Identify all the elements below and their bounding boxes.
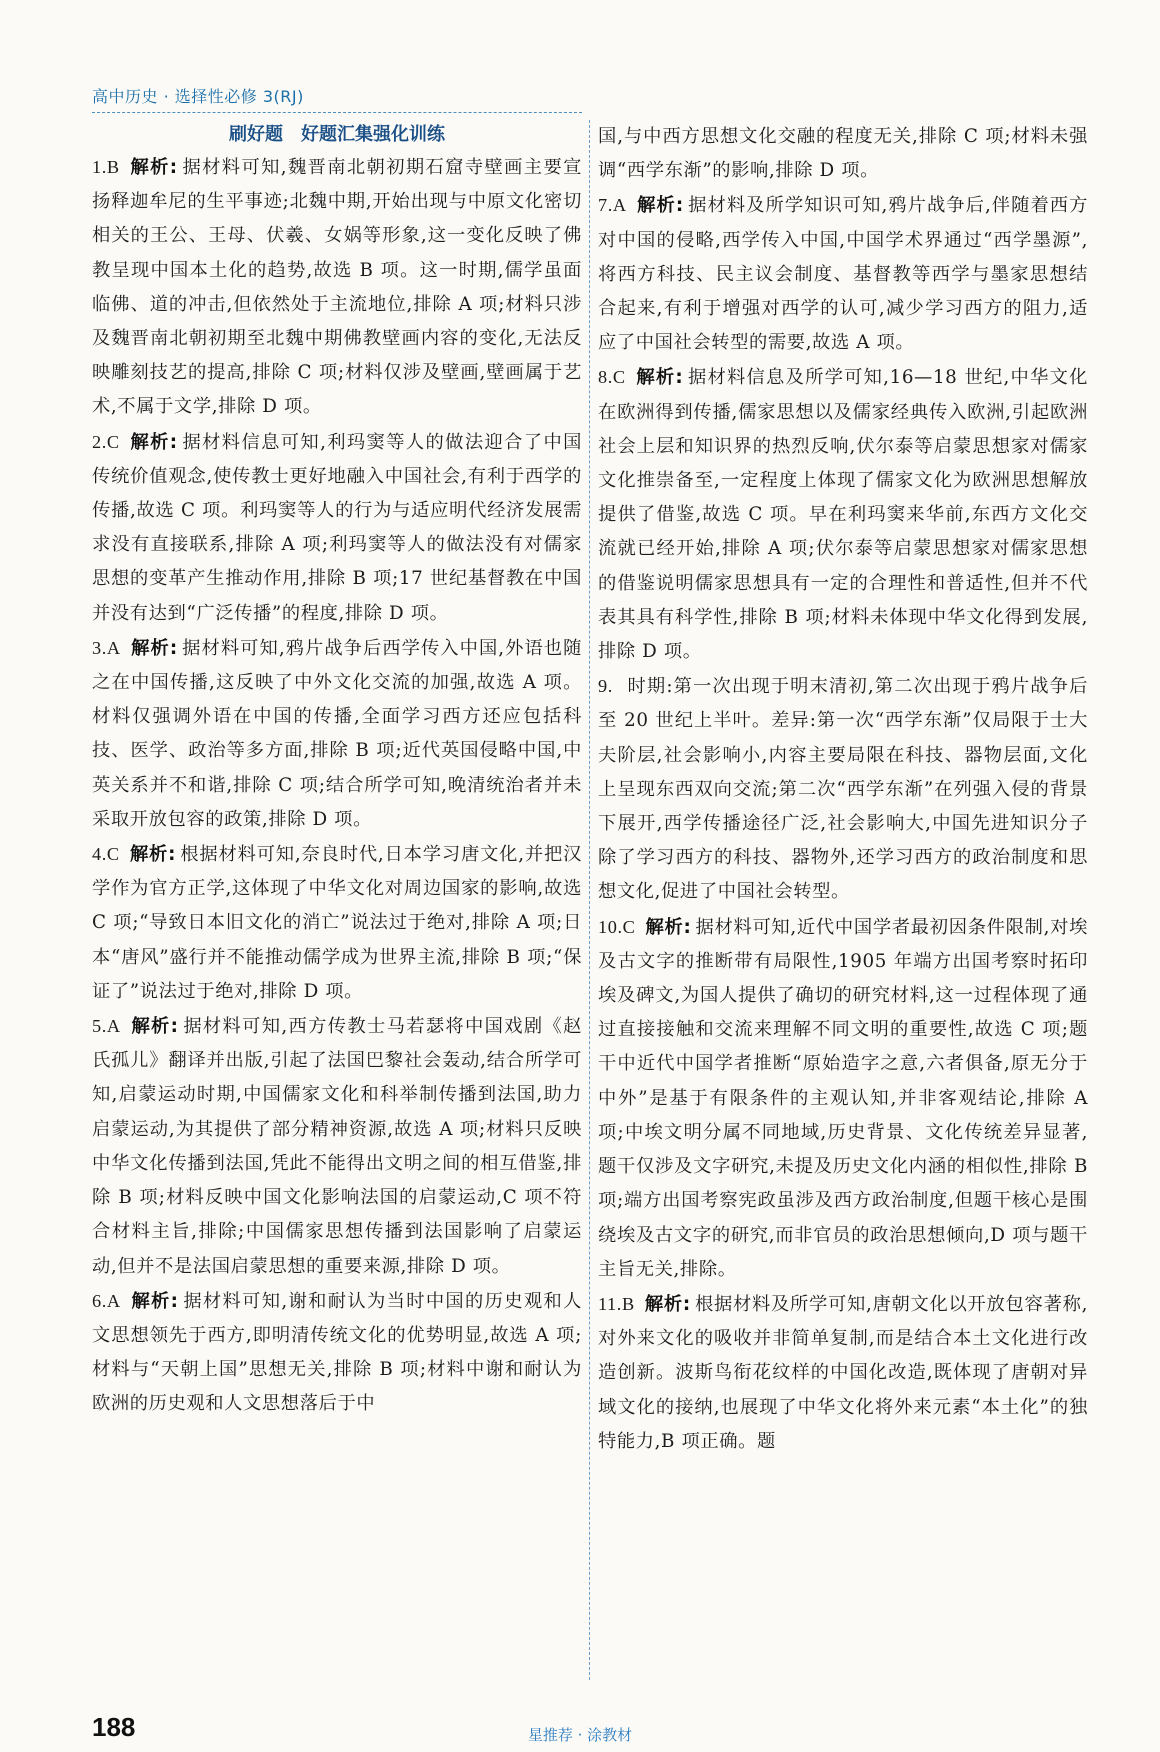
left-column bbox=[92, 150, 582, 1670]
right-column bbox=[598, 120, 1088, 1680]
answer-item: 5.A 解析: 据材料可知,西方传教士马若瑟将中国戏剧《赵氏孤儿》翻译并出版,引起了法国巴黎社会轰动,结合所学可知,启蒙运动时期,中国儒家文化和科举制传播到法国,助力启蒙运动,为其提供了部分精神资源,故选 A 项;材料只反映中华文化传播到法国,凭此不能得出文明之间的相互借鉴,排除 B 项;材料反映中国文化影响法国的启蒙运动,C 项不符合材料主旨,排除;中国儒家思想传播到法国影响了启蒙运动,但并不是法国启蒙思想的重要来源,排除 D 项。 bbox=[92, 1016, 582, 1277]
answer-item: 8.C 解析: 据材料信息及所学可知,16—18 世纪,中华文化在欧洲得到传播,儒家思想以及儒家经典传入欧洲,引起欧洲社会上层和知识界的热烈反响,伏尔泰等启蒙思想家对儒家文化推崇备至,一定程度上体现了儒家文化为欧洲思想解放提供了借鉴,故选 C 项。早在利玛窦来华前,东西方文化交流就已经开始,排除 A 项;伏尔泰等启蒙思想家对儒家思想的借鉴说明儒家思想具有一定的合理性和普适性,但并不代表其具有科学性,排除 B 项;材料未体现中华文化得到发展,排除 D 项。 bbox=[598, 367, 1088, 663]
answer-item: 11.B 解析: 根据材料及所学可知,唐朝文化以开放包容著称,对外来文化的吸收并非简单复制,而是结合本土文化进行改造创新。波斯鸟衔花纹样的中国化改造,既体现了唐朝对异域文化的接纳,也展现了中华文化将外来元素“本土化”的独特能力,B 项正确。题 bbox=[598, 1293, 1088, 1452]
series-header: 高中历史 · 选择性必修 3(RJ) bbox=[92, 87, 304, 106]
section-title: 刷好题 好题汇集强化训练 bbox=[229, 124, 445, 145]
answer-item: 4.C 解析: 根据材料可知,奈良时代,日本学习唐文化,并把汉学作为官方正学,这体现了中华文化对周边国家的影响,故选 C 项;“导致日本旧文化的消亡”说法过于绝对,排除 A 项;日本“唐风”盛行并不能推动儒学成为世界主流,排除 B 项;“保证了”说法过于绝对,排除 D 项。 bbox=[92, 844, 582, 1002]
answer-item: 7.A 解析: 据材料及所学知识可知,鸦片战争后,伴随着西方对中国的侵略,西学传入中国,中国学术界通过“西学墨源”,将西方科技、民主议会制度、基督教等西学与墨家思想结合起来,有利于增强对西学的认可,减少学习西方的阻力,适应了中国社会转型的需要,故选 A 项。 bbox=[598, 195, 1088, 354]
page-number: 188 bbox=[92, 1712, 136, 1742]
answer-item: 10.C 解析: 据材料可知,近代中国学者最初因条件限制,对埃及古文字的推断带有局限性,1905 年端方出国考察时拓印埃及碑文,为国人提供了确切的研究材料,这一过程体现了通过直接接触和交流来理解不同文明的重要性,故选 C 项;题干中近代中国学者推断“原始造字之意,六者俱备,原无分于中外”是基于有限条件的主观认知,并非客观结论,排除 A 项;中埃文明分属不同地域,历史背景、文化传统差异显著,题干仅涉及文字研究,未提及历史文化内涵的相似性,排除 B 项;端方出国考察宪政虽涉及西方政治制度,但题干核心是围绕埃及古文字的研究,而非官员的政治思想倾向,D 项与题干主旨无关,排除。 bbox=[598, 916, 1088, 1280]
header-divider bbox=[92, 112, 582, 114]
answer-item: 9. 时期:第一次出现于明末清初,第二次出现于鸦片战争后至 20 世纪上半叶。差异:第一次“西学东渐”仅局限于士大夫阶层,社会影响小,内容主要局限在科技、器物层面,文化上呈现东西双向交流;第二次“西学东渐”在列强入侵的背景下展开,西学传播途径广泛,社会影响大,中国先进知识分子除了学习西方的科技、器物外,还学习西方的政治制度和思想文化,促进了中国社会转型。 bbox=[598, 676, 1088, 903]
continued-text: 国,与中西方思想文化交融的程度无关,排除 C 项;材料未强调“西学东渐”的影响,排除 D 项。 bbox=[598, 126, 1088, 182]
answer-item: 1.B 解析: 据材料可知,魏晋南北朝初期石窟寺壁画主要宣扬释迦牟尼的生平事迹;北魏中期,开始出现与中原文化密切相关的王公、王母、伏羲、女娲等形象,这一变化反映了佛教呈现中国本土化的趋势,故选 B 项。这一时期,儒学虽面临佛、道的冲击,但依然处于主流地位,排除 A 项;材料只涉及魏晋南北朝初期至北魏中期佛教壁画内容的变化,无法反映雕刻技艺的提高,排除 C 项;材料仅涉及壁画,壁画属于艺术,不属于文学,排除 D 项。 bbox=[92, 157, 582, 418]
answer-item: 2.C 解析: 据材料信息可知,利玛窦等人的做法迎合了中国传统价值观念,使传教士更好地融入中国社会,有利于西学的传播,故选 C 项。利玛窦等人的行为与适应明代经济发展需求没有直接联系,排除 A 项;利玛窦等人的做法没有对儒家思想的变革产生推动作用,排除 B 项;17 世纪基督教在中国并没有达到“广泛传播”的程度,排除 D 项。 bbox=[92, 431, 582, 624]
answer-item: 3.A 解析: 据材料可知,鸦片战争后西学传入中国,外语也随之在中国传播,这反映了中外文化交流的加强,故选 A 项。材料仅强调外语在中国的传播,全面学习西方还应包括科技、医学、政治等多方面,排除 B 项;近代英国侵略中国,中英关系并不和谐,排除 C 项;结合所学可知,晚清统治者并未采取开放包容的政策,排除 D 项。 bbox=[92, 637, 582, 830]
column-divider bbox=[589, 120, 591, 1680]
answer-item: 6.A 解析: 据材料可知,谢和耐认为当时中国的历史观和人文思想领先于西方,即明清传统文化的优势明显,故选 A 项;材料与“天朝上国”思想无关,排除 B 项;材料中谢和耐认为欧洲的历史观和人文思想落后于中 bbox=[92, 1290, 582, 1415]
footer-brand: 星推荐 · 涂教材 bbox=[527, 1726, 633, 1744]
